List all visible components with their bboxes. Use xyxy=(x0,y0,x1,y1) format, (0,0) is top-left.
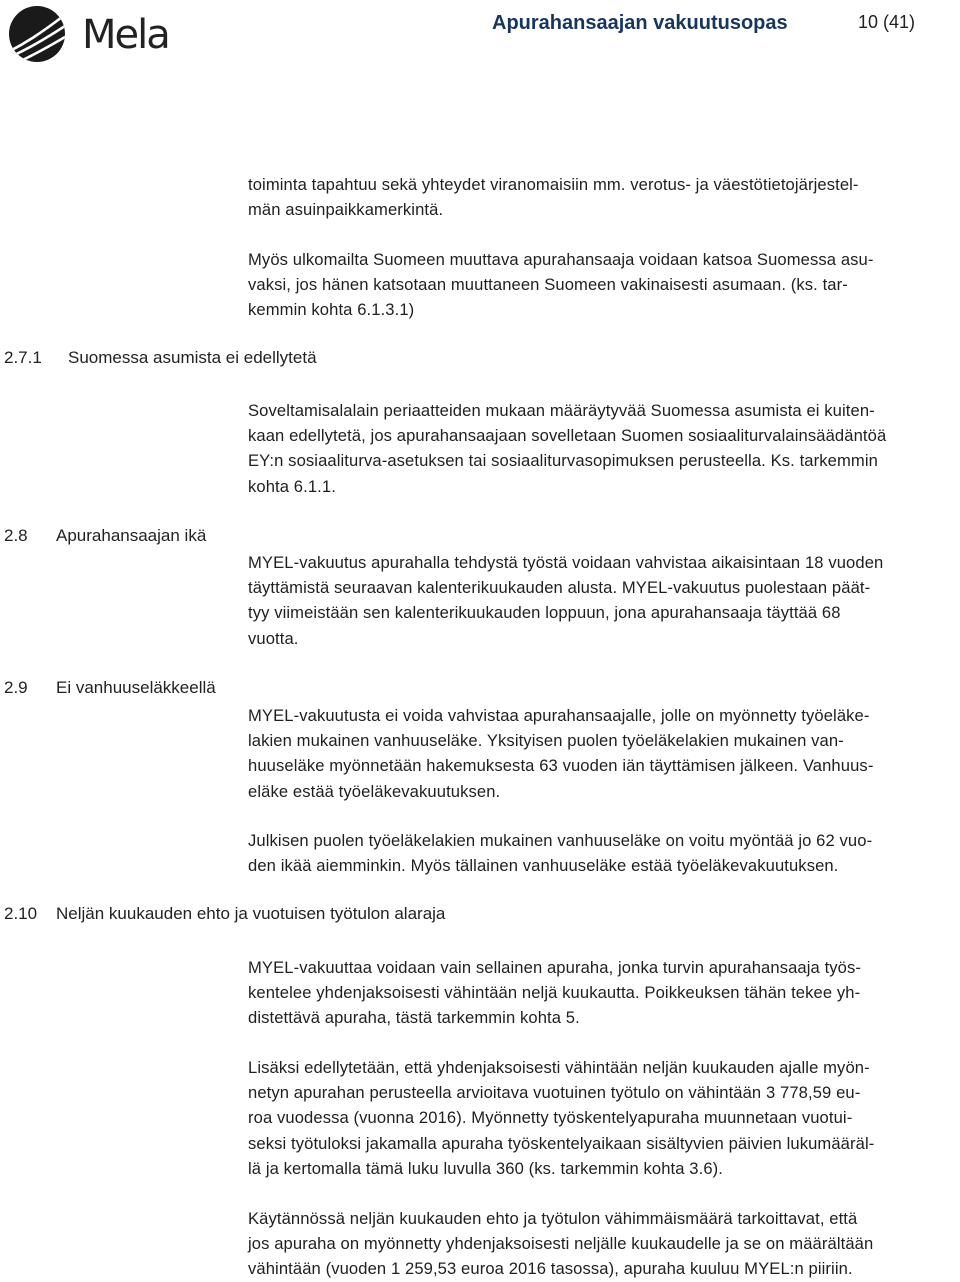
section-heading-2-8 xyxy=(4,526,206,546)
document-title: Apurahansaajan vakuutusopas xyxy=(492,12,788,34)
section-title: Suomessa asumista ei edellytetä xyxy=(68,348,317,367)
mela-logo-icon xyxy=(2,4,72,64)
text-line: män asuinpaikkamerkintä. xyxy=(248,200,444,220)
paragraph-age-limits xyxy=(248,550,960,651)
text-line: jos apuraha on myönnetty yhdenjaksoisesti neljälle kuukaudelle ja se on määrältään xyxy=(248,1234,874,1254)
paragraph-residence-continued xyxy=(248,172,960,222)
paragraph-old-age-pension xyxy=(248,703,960,804)
text-line: distettävä apuraha, tästä tarkemmin kohta 5. xyxy=(248,1008,580,1028)
section-title: Neljän kuukauden ehto ja vuotuisen työtulon alaraja xyxy=(56,904,446,923)
text-line: kohta 6.1.1. xyxy=(248,476,336,496)
text-line: toiminta tapahtuu sekä yhteydet viranomaisiin mm. verotus- ja väestötietojärjestel- xyxy=(248,175,859,194)
section-title: Ei vanhuuseläkkeellä xyxy=(56,678,216,697)
section-heading-2-9 xyxy=(4,678,216,698)
text-line: MYEL-vakuutusta ei voida vahvistaa apurahansaajalle, jolle on myönnetty työeläke- xyxy=(248,706,870,725)
text-line: kaan edellytetä, jos apurahansaajaan sovelletaan Suomen sosiaaliturvalainsäädäntöä xyxy=(248,426,887,446)
section-heading-2-10 xyxy=(4,904,445,924)
mela-logo xyxy=(2,4,169,64)
paragraph-residence-not-required xyxy=(248,398,960,499)
text-line: täyttämistä seuraavan kalenterikuukauden alusta. MYEL-vakuutus puolestaan päät- xyxy=(248,578,871,598)
text-line: MYEL-vakuutus apurahalla tehdystä työstä voidaan vahvistaa aikaisintaan 18 vuoden xyxy=(248,553,884,572)
text-line: vuotta. xyxy=(248,628,299,648)
section-number: 2.7.1 xyxy=(4,348,42,367)
text-line: kemmin kohta 6.1.3.1) xyxy=(248,300,415,320)
text-line: eläke estää työeläkevakuutuksen. xyxy=(248,781,501,801)
text-line: huuseläke myönnetään hakemuksesta 63 vuoden iän täyttämisen jälkeen. Vanhuus- xyxy=(248,756,874,776)
text-line: tyy viimeistään sen kalenterikuukauden loppuun, jona apurahansaaja täyttää 68 xyxy=(248,603,841,623)
text-line: Myös ulkomailta Suomeen muuttava apurahansaaja voidaan katsoa Suomessa asu- xyxy=(248,250,874,269)
section-heading-2-7-1 xyxy=(4,348,317,368)
paragraph-in-practice xyxy=(248,1206,960,1282)
logo-text: Mela xyxy=(82,12,169,58)
text-line: Julkisen puolen työeläkelakien mukainen vanhuuseläke on voitu myöntää jo 62 vuo- xyxy=(248,831,873,850)
text-line: lakien mukainen vanhuuseläke. Yksityisen puolen työeläkelakien mukainen van- xyxy=(248,731,844,751)
text-line: vaksi, jos hänen katsotaan muuttaneen Suomeen vakinaisesti asumaan. (ks. tar- xyxy=(248,275,848,295)
text-line: MYEL-vakuuttaa voidaan vain sellainen apuraha, jonka turvin apurahansaaja työs- xyxy=(248,958,862,977)
text-line: Käytännössä neljän kuukauden ehto ja työtulon vähimmäismäärä tarkoittavat, että xyxy=(248,1209,858,1228)
section-number: 2.8 xyxy=(4,526,28,545)
section-number: 2.10 xyxy=(4,904,38,923)
section-title: Apurahansaajan ikä xyxy=(56,526,207,545)
section-number: 2.9 xyxy=(4,678,28,697)
page-number: 10 (41) xyxy=(858,12,916,32)
text-line: netyn apurahan perusteella arvioitava vuotuinen työtulo on vähintään 3 778,59 eu- xyxy=(248,1083,861,1103)
text-line: vähintään (vuoden 1 259,53 euroa 2016 tasossa), apuraha kuuluu MYEL:n piiriin. xyxy=(248,1259,853,1279)
text-line: Soveltamisalalain periaatteiden mukaan määräytyvää Suomessa asumista ei kuiten- xyxy=(248,401,875,420)
paragraph-public-sector-pension xyxy=(248,828,960,878)
text-line: roa vuodessa (vuonna 2016). Myönnetty työskentelyapuraha muunnetaan vuotui- xyxy=(248,1108,853,1128)
text-line: EY:n sosiaaliturva-asetuksen tai sosiaaliturvasopimuksen perusteella. Ks. tarkemmin xyxy=(248,451,878,471)
paragraph-minimum-income xyxy=(248,1055,960,1181)
paragraph-four-month-rule xyxy=(248,955,960,1031)
paragraph-moving-to-finland xyxy=(248,247,960,323)
text-line: Lisäksi edellytetään, että yhdenjaksoisesti vähintään neljän kuukauden ajalle myön- xyxy=(248,1058,870,1077)
text-line: den ikää aiemminkin. Myös tällainen vanhuuseläke estää työeläkevakuutuksen. xyxy=(248,856,839,876)
text-line: kentelee yhdenjaksoisesti vähintään neljä kuukautta. Poikkeuksen tähän tekee yh- xyxy=(248,983,861,1003)
text-line: lä ja kertomalla tämä luku luvulla 360 (ks. tarkemmin kohta 3.6). xyxy=(248,1158,724,1178)
text-line: seksi työtuloksi jakamalla apuraha työskentelyaikaan sisältyvien päivien lukumääräl- xyxy=(248,1133,875,1153)
